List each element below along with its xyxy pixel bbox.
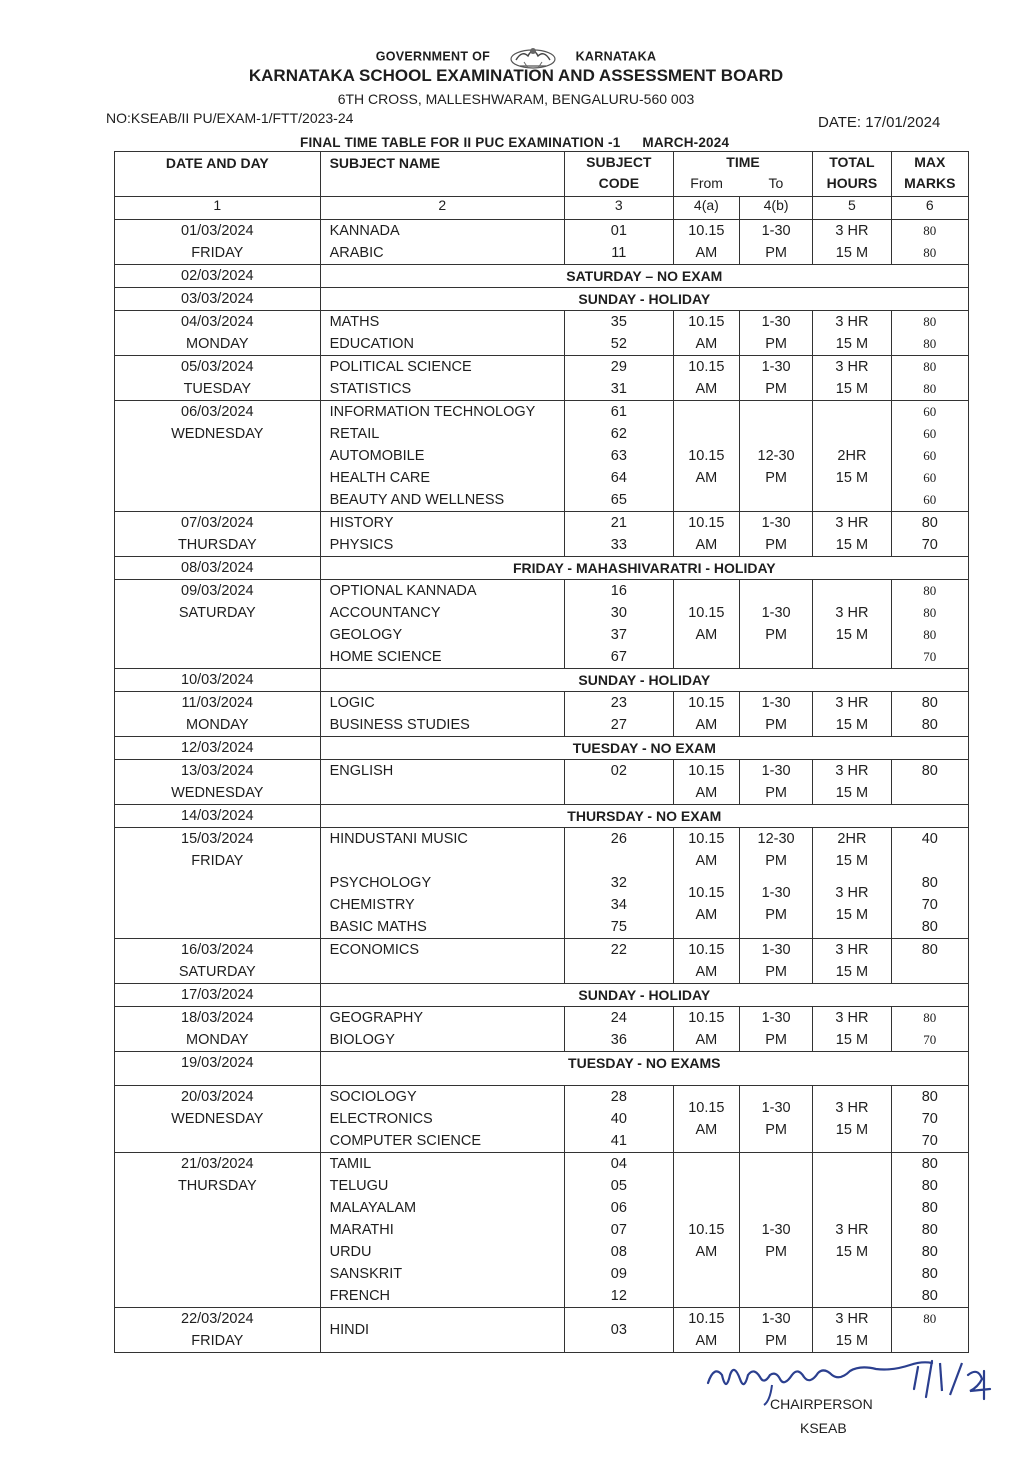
- subject-cell: LOGIC BUSINESS STUDIES: [320, 692, 564, 737]
- marks-cell: 80: [891, 939, 968, 984]
- col-number: 2: [320, 197, 564, 220]
- date-cell: 14/03/2024: [115, 805, 321, 828]
- time-from-cell: 10.15 AM: [673, 512, 739, 557]
- col-number: 4(b): [739, 197, 812, 220]
- marks-cell: 80: [891, 760, 968, 805]
- table-row: [115, 220, 969, 265]
- marks-cell: 80: [891, 1308, 968, 1353]
- table-row: [115, 311, 969, 356]
- exam-timetable: [114, 151, 969, 1353]
- table-row: [115, 1086, 969, 1153]
- holiday-note: FRIDAY - MAHASHIVARATRI - HOLIDAY: [320, 557, 968, 580]
- holiday-note: SUNDAY - HOLIDAY: [320, 669, 968, 692]
- time-from-cell: 10.15 AM: [673, 356, 739, 401]
- marks-cell: 60 60 60 60 60: [891, 401, 968, 512]
- table-row: [115, 692, 969, 737]
- subject-cell: TAMIL TELUGU MALAYALAM MARATHI URDU SANSKRIT FRENCH: [320, 1153, 564, 1308]
- date-cell: 10/03/2024: [115, 669, 321, 692]
- time-to-cell: 1-30 PM: [739, 512, 812, 557]
- code-cell: 26 32 34 75: [564, 828, 673, 939]
- no-exam-note: SATURDAY – NO EXAM: [320, 265, 968, 288]
- marks-cell: 80 80: [891, 692, 968, 737]
- marks-cell: 80 80: [891, 220, 968, 265]
- subject-cell: INFORMATION TECHNOLOGY RETAIL AUTOMOBILE HEALTH CARE BEAUTY AND WELLNESS: [320, 401, 564, 512]
- time-from-cell: 10.15 AM: [673, 939, 739, 984]
- marks-cell: 80 70: [891, 512, 968, 557]
- table-row: [115, 760, 969, 805]
- marks-cell: 80 80: [891, 311, 968, 356]
- date-cell: 03/03/2024: [115, 288, 321, 311]
- date-cell: 08/03/2024: [115, 557, 321, 580]
- header-row-1: [115, 152, 969, 174]
- date-cell: 11/03/2024 MONDAY: [115, 692, 321, 737]
- time-from-cell: 10.15 AM: [673, 401, 739, 512]
- marks-cell: 80 80: [891, 356, 968, 401]
- header-code: SUBJECT CODE: [564, 152, 673, 197]
- government-right-text: KARNATAKA: [575, 49, 657, 64]
- government-left-text: GOVERNMENT OF: [375, 49, 491, 64]
- table-row: [115, 557, 969, 580]
- handwritten-signature: [700, 1345, 1020, 1425]
- subject-cell: ECONOMICS: [320, 939, 564, 984]
- time-to-cell: 12-30 PM 1-30 PM: [739, 828, 812, 939]
- no-exam-note: TUESDAY - NO EXAMS: [320, 1052, 968, 1086]
- table-row: [115, 288, 969, 311]
- table-row: [115, 1007, 969, 1052]
- date-cell: 17/03/2024: [115, 984, 321, 1007]
- hours-cell: 3 HR 15 M: [813, 692, 891, 737]
- header-to: To: [739, 173, 812, 197]
- hours-cell: 3 HR 15 M: [813, 1007, 891, 1052]
- header-hours: TOTAL HOURS: [813, 152, 891, 197]
- code-cell: 24 36: [564, 1007, 673, 1052]
- hours-cell: 3 HR 15 M: [813, 311, 891, 356]
- subject-cell: GEOGRAPHY BIOLOGY: [320, 1007, 564, 1052]
- time-from-cell: 10.15 AM: [673, 692, 739, 737]
- time-from-cell: 10.15 AM: [673, 1308, 739, 1353]
- code-cell: 22: [564, 939, 673, 984]
- code-cell: 28 40 41: [564, 1086, 673, 1153]
- time-to-cell: 1-30 PM: [739, 1308, 812, 1353]
- subject-cell: SOCIOLOGY ELECTRONICS COMPUTER SCIENCE: [320, 1086, 564, 1153]
- document-date: DATE: 17/01/2024: [818, 114, 941, 131]
- subject-cell: HINDUSTANI MUSIC PSYCHOLOGY CHEMISTRY BASIC MATHS: [320, 828, 564, 939]
- col-number: 3: [564, 197, 673, 220]
- signatory-title: CHAIRPERSON: [770, 1396, 873, 1412]
- date-cell: 01/03/2024 FRIDAY: [115, 220, 321, 265]
- time-to-cell: 1-30 PM: [739, 760, 812, 805]
- time-to-cell: 1-30 PM: [739, 1086, 812, 1153]
- col-number: 6: [891, 197, 968, 220]
- timetable-title-text: FINAL TIME TABLE FOR II PUC EXAMINATION -1: [300, 135, 621, 150]
- no-exam-note: THURSDAY - NO EXAM: [320, 805, 968, 828]
- hours-cell: 3 HR 15 M: [813, 1086, 891, 1153]
- date-cell: 06/03/2024 WEDNESDAY: [115, 401, 321, 512]
- header-time: TIME: [673, 152, 812, 174]
- code-cell: 02: [564, 760, 673, 805]
- subject-cell: POLITICAL SCIENCE STATISTICS: [320, 356, 564, 401]
- marks-cell: 40 80 70 80: [891, 828, 968, 939]
- marks-cell: 80 80 80 80 80 80 80: [891, 1153, 968, 1308]
- date-cell: 09/03/2024 SATURDAY: [115, 580, 321, 669]
- table-row: [115, 669, 969, 692]
- signatory-org: KSEAB: [800, 1420, 847, 1436]
- code-cell: 35 52: [564, 311, 673, 356]
- time-to-cell: 1-30 PM: [739, 356, 812, 401]
- time-from-cell: 10.15 AM: [673, 1086, 739, 1153]
- table-row: [115, 401, 969, 512]
- hours-cell: 3 HR 15 M: [813, 512, 891, 557]
- time-to-cell: 1-30 PM: [739, 1153, 812, 1308]
- date-cell: 13/03/2024 WEDNESDAY: [115, 760, 321, 805]
- col-number: 4(a): [673, 197, 739, 220]
- time-to-cell: 1-30 PM: [739, 580, 812, 669]
- time-from-cell: 10.15 AM 10.15 AM: [673, 828, 739, 939]
- code-cell: 21 33: [564, 512, 673, 557]
- header-from: From: [673, 173, 739, 197]
- time-from-cell: 10.15 AM: [673, 580, 739, 669]
- code-cell: 29 31: [564, 356, 673, 401]
- date-cell: 05/03/2024 TUESDAY: [115, 356, 321, 401]
- time-to-cell: 1-30 PM: [739, 939, 812, 984]
- date-cell: 18/03/2024 MONDAY: [115, 1007, 321, 1052]
- code-cell: 61 62 63 64 65: [564, 401, 673, 512]
- table-row: [115, 828, 969, 939]
- hours-cell: 2HR 15 M 3 HR 15 M: [813, 828, 891, 939]
- table-row: [115, 939, 969, 984]
- reference-number: NO:KSEAB/II PU/EXAM-1/FTT/2023-24: [106, 110, 354, 126]
- time-to-cell: 1-30 PM: [739, 692, 812, 737]
- holiday-note: SUNDAY - HOLIDAY: [320, 984, 968, 1007]
- hours-cell: 3 HR 15 M: [813, 580, 891, 669]
- header-marks: MAX MARKS: [891, 152, 968, 197]
- code-cell: 04 05 06 07 08 09 12: [564, 1153, 673, 1308]
- table-row: [115, 265, 969, 288]
- date-cell: 21/03/2024 THURSDAY: [115, 1153, 321, 1308]
- subject-cell: HISTORY PHYSICS: [320, 512, 564, 557]
- date-cell: 02/03/2024: [115, 265, 321, 288]
- hours-cell: 3 HR 15 M: [813, 939, 891, 984]
- time-from-cell: 10.15 AM: [673, 1007, 739, 1052]
- timetable-title: [300, 135, 729, 150]
- col-number: 1: [115, 197, 321, 220]
- hours-cell: 3 HR 15 M: [813, 356, 891, 401]
- date-cell: 07/03/2024 THURSDAY: [115, 512, 321, 557]
- table-row: [115, 737, 969, 760]
- marks-cell: 80 70: [891, 1007, 968, 1052]
- table-row: [115, 580, 969, 669]
- time-to-cell: 1-30 PM: [739, 1007, 812, 1052]
- subject-cell: MATHS EDUCATION: [320, 311, 564, 356]
- subject-cell: KANNADA ARABIC: [320, 220, 564, 265]
- date-cell: 04/03/2024 MONDAY: [115, 311, 321, 356]
- time-from-cell: 10.15 AM: [673, 1153, 739, 1308]
- date-cell: 16/03/2024 SATURDAY: [115, 939, 321, 984]
- time-to-cell: 12-30 PM: [739, 401, 812, 512]
- time-to-cell: 1-30 PM: [739, 220, 812, 265]
- date-cell: 22/03/2024 FRIDAY: [115, 1308, 321, 1353]
- hours-cell: 3 HR 15 M: [813, 1308, 891, 1353]
- col-number: 5: [813, 197, 891, 220]
- code-cell: 01 11: [564, 220, 673, 265]
- hours-cell: 3 HR 15 M: [813, 1153, 891, 1308]
- no-exam-note: TUESDAY - NO EXAM: [320, 737, 968, 760]
- hours-cell: 3 HR 15 M: [813, 760, 891, 805]
- hours-cell: 3 HR 15 M: [813, 220, 891, 265]
- subject-cell: HINDI: [320, 1308, 564, 1353]
- code-cell: 16 30 37 67: [564, 580, 673, 669]
- time-from-cell: 10.15 AM: [673, 760, 739, 805]
- column-number-row: [115, 197, 969, 220]
- header-subject: SUBJECT NAME: [320, 152, 564, 197]
- date-cell: 15/03/2024 FRIDAY: [115, 828, 321, 939]
- date-cell: 20/03/2024 WEDNESDAY: [115, 1086, 321, 1153]
- time-from-cell: 10.15 AM: [673, 220, 739, 265]
- board-name: KARNATAKA SCHOOL EXAMINATION AND ASSESSMENT BOARD: [248, 66, 784, 85]
- marks-cell: 80 80 80 70: [891, 580, 968, 669]
- timetable-month: MARCH-2024: [642, 135, 730, 150]
- time-to-cell: 1-30 PM: [739, 311, 812, 356]
- code-cell: 23 27: [564, 692, 673, 737]
- table-row: [115, 512, 969, 557]
- date-cell: 12/03/2024: [115, 737, 321, 760]
- header-date: DATE AND DAY: [115, 152, 321, 197]
- subject-cell: ENGLISH: [320, 760, 564, 805]
- holiday-note: SUNDAY - HOLIDAY: [320, 288, 968, 311]
- hours-cell: 2HR 15 M: [813, 401, 891, 512]
- table-row: [115, 805, 969, 828]
- board-address: 6TH CROSS, MALLESHWARAM, BENGALURU-560 003: [337, 91, 695, 107]
- date-cell: 19/03/2024: [115, 1052, 321, 1086]
- time-from-cell: 10.15 AM: [673, 311, 739, 356]
- code-cell: 03: [564, 1308, 673, 1353]
- subject-cell: OPTIONAL KANNADA ACCOUNTANCY GEOLOGY HOME SCIENCE: [320, 580, 564, 669]
- table-row: [115, 356, 969, 401]
- table-row: [115, 1052, 969, 1086]
- marks-cell: 80 70 70: [891, 1086, 968, 1153]
- table-row: [115, 1153, 969, 1308]
- table-row: [115, 984, 969, 1007]
